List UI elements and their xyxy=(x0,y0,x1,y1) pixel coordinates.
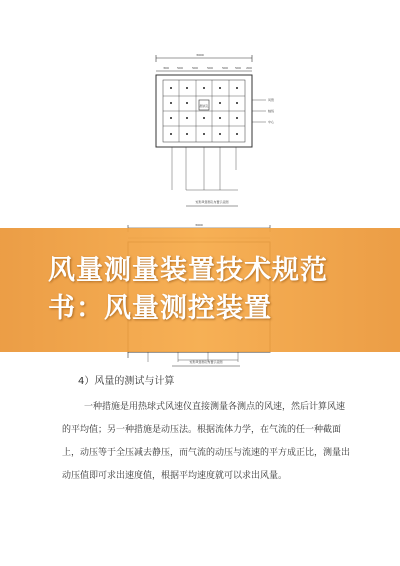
side-label: 中心 xyxy=(268,120,275,124)
side-label: 轴线 xyxy=(268,109,275,113)
section-paragraph: 一种措施是用热球式风速仪直接测量各测点的风速，然后计算风速的平均值；另一种措施是动压法。根据流体力学，在气流的任一种截面上，动压等于全压减去静压，而气流的动压与流速的平方成正比，测量出动压值即可求出速度值，根据平均速度就可以求出风量。 xyxy=(62,402,351,481)
section-heading: 4）风量的测试与计算 xyxy=(78,376,175,387)
center-label: 测试孔 xyxy=(199,104,209,108)
top-dimension-label: 3000 xyxy=(195,223,203,227)
top-dimension-label: 3000 xyxy=(196,53,204,57)
col-dimension-label: 200 xyxy=(246,66,252,70)
col-dimension-label: 500 xyxy=(207,66,213,70)
duct-drawing-top xyxy=(156,55,266,206)
col-dimension-label: 500 xyxy=(177,66,183,70)
col-dimension-label: 500 xyxy=(192,66,198,70)
drawing-caption: 矩形风管测孔布置示意图 xyxy=(189,360,223,364)
banner-title-line-2: 书：风量测控装置 xyxy=(48,293,272,324)
banner-title-line-1: 风量测量装置技术规范 xyxy=(48,255,328,286)
col-dimension-label: 300 xyxy=(163,66,169,70)
side-label: 风管 xyxy=(268,98,275,102)
title-banner xyxy=(0,228,400,352)
drawing-caption: 矩形风管测孔布置示意图 xyxy=(195,200,229,204)
col-dimension-label: 500 xyxy=(222,66,228,70)
col-dimension-label: 500 xyxy=(235,66,241,70)
